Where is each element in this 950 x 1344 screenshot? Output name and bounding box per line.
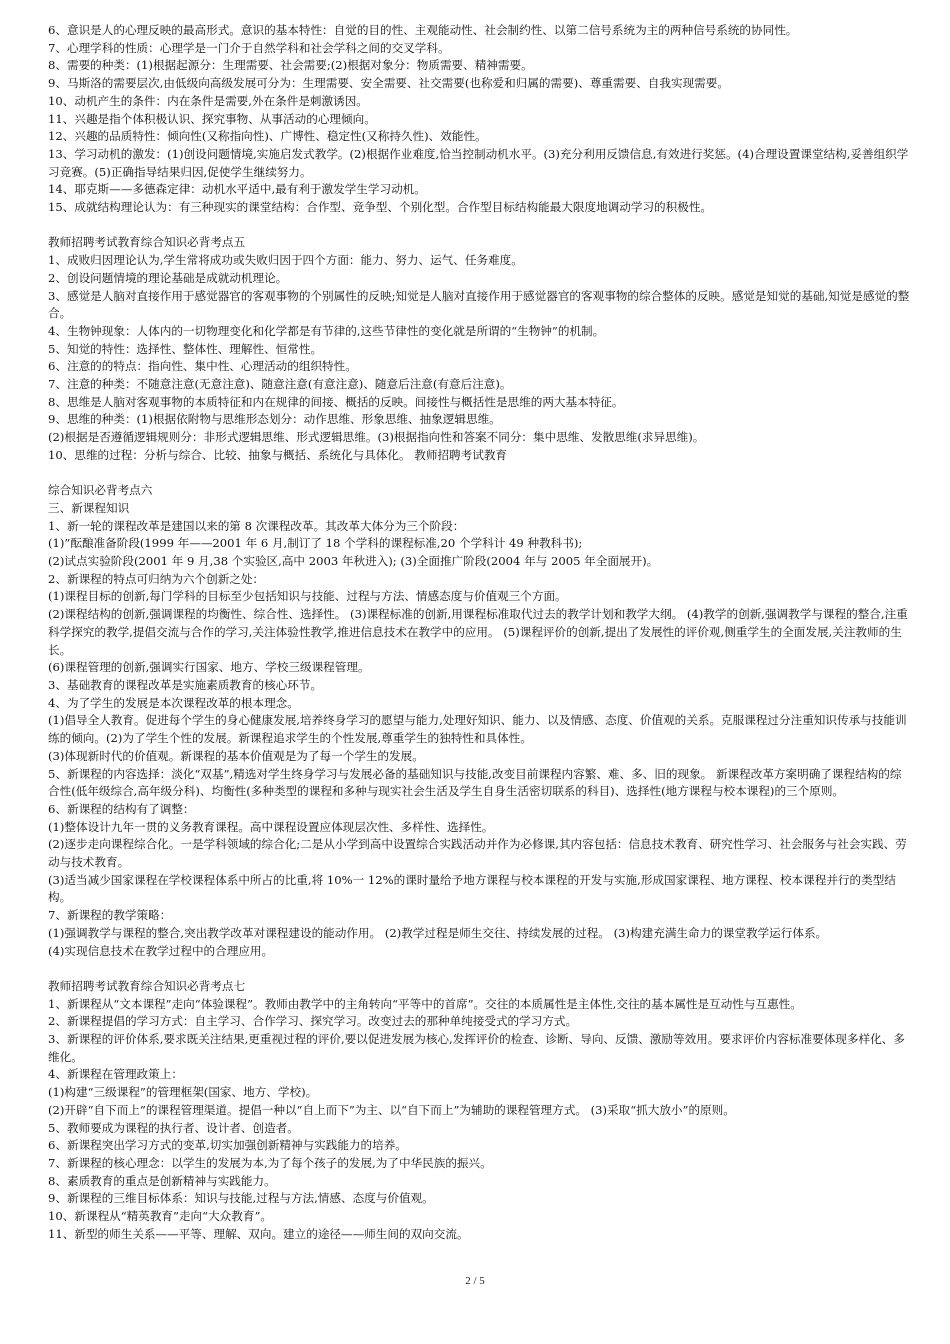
paragraph-line: 2、新课程提倡的学习方式：自主学习、合作学习、探究学习。改变过去的那种单纯接受式的学习方式。 xyxy=(48,1014,578,1029)
paragraph-line: 7、新课程的教学策略： xyxy=(48,908,172,923)
paragraph-line: 3、基础教育的课程改革是实施素质教育的核心环节。 xyxy=(48,677,323,692)
paragraph-line: (2)根据是否遵循逻辑规则分：非形式逻辑思维、形式逻辑思维。(3)根据指向性和答案不同分：集中思维、发散思维(求异思维)。 xyxy=(48,430,705,445)
paragraph-line: (2)课程结构的创新,强调课程的均衡性、综合性、选择性。 (3)课程标准的创新,用课程标准取代过去的教学计划和教学大纲。 (4)教学的创新,强调教学与课程的整合,注重科学探究的教学,提倡交流与合作的学习,关注体验性教学,推进信息技术在教学中的应用。 (5)课程评价的创新,提出了发展性的评价观,侧重学生的全面发展,关注教师的生长。 xyxy=(48,607,908,657)
blank-line xyxy=(48,960,912,978)
paragraph-line: (1)课程目标的创新,每门学科的目标至少包括知识与技能、过程与方法、情感态度与价值观三个方面。 xyxy=(48,589,567,604)
paragraph-line: 11、新型的师生关系——平等、理解、双向。建立的途径——师生间的双向交流。 xyxy=(48,1226,469,1241)
paragraph-line: (2)逐步走向课程综合化。一是学科领域的综合化;二是从小学到高中设置综合实践活动并作为必修课,其内容包括：信息技术教育、研究性学习、社会服务与社会实践、劳动与技术教育。 xyxy=(48,837,907,870)
paragraph-line: 4、为了学生的发展是本次课程改革的根本理念。 xyxy=(48,695,299,710)
paragraph-line: 三、新课程知识 xyxy=(48,500,130,515)
paragraph-line: 4、生物钟现象：人体内的一切物理变化和化学都是有节律的,这些节律性的变化就是所谓的“生物钟”的机制。 xyxy=(48,323,605,338)
paragraph-line: 10、思维的过程：分析与综合、比较、抽象与概括、系统化与具体化。 教师招聘考试教育 xyxy=(48,447,508,462)
paragraph-line: 10、动机产生的条件：内在条件是需要,外在条件是刺激诱因。 xyxy=(48,93,368,108)
paragraph-line: 1、新一轮的课程改革是建国以来的第 8 次课程改革。其改革大体分为三个阶段： xyxy=(48,518,465,533)
paragraph-line: 7、新课程的核心理念：以学生的发展为本,为了每个孩子的发展,为了中华民族的振兴。 xyxy=(48,1155,492,1170)
paragraph-line: 9、新课程的三维目标体系：知识与技能,过程与方法,情感、态度与价值观。 xyxy=(48,1191,434,1206)
paragraph-line: (4)实现信息技术在教学过程中的合理应用。 xyxy=(48,943,274,958)
paragraph-line: 5、知觉的特性：选择性、整体性、理解性、恒常性。 xyxy=(48,341,323,356)
paragraph-line: 1、成败归因理论认为,学生常将成功或失败归因于四个方面：能力、努力、运气、任务难度。 xyxy=(48,253,523,268)
paragraph-line: 10、新课程从“精英教育”走向“大众教育”。 xyxy=(48,1209,272,1224)
paragraph-line: (1)”酝酿准备阶段(1999 年——2001 年 6 月,制订了 18 个学科的课程标准,20 个学科计 49 种教科书); xyxy=(48,536,583,551)
paragraph-line: (1)倡导全人教育。促进每个学生的身心健康发展,培养终身学习的愿望与能力,处理好知识、能力、以及情感、态度、价值观的关系。克服课程过分注重知识传承与技能训练的倾向。(2)为了学生个性的发展。新课程追求学生的个性发展,尊重学生的独特性和具体性。 xyxy=(48,713,907,746)
paragraph-line: (3)适当减少国家课程在学校课程体系中所占的比重,将 10%一 12%的课时量给予地方课程与校本课程的开发与实施,形成国家课程、地方课程、校本课程并行的类型结构。 xyxy=(48,872,896,905)
paragraph-line: (6)课程管理的创新,强调实行国家、地方、学校三级课程管理。 xyxy=(48,660,370,675)
paragraph-line: 6、注意的的特点：指向性、集中性、心理活动的组织特性。 xyxy=(48,359,357,374)
paragraph-line: 5、教师要成为课程的执行者、设计者、创造者。 xyxy=(48,1120,299,1135)
paragraph-line: 3、新课程的评价体系,要求既关注结果,更重视过程的评价,要以促进发展为核心,发挥评价的检查、诊断、导向、反馈、激励等效用。要求评价内容标准要体现多样化、多维化。 xyxy=(48,1032,905,1064)
paragraph-line: 8、素质教育的重点是创新精神与实践能力。 xyxy=(48,1173,276,1188)
blank-line xyxy=(48,217,912,235)
paragraph-line: 7、注意的种类：不随意注意(无意注意)、随意注意(有意注意)、随意后注意(有意后注意)。 xyxy=(48,377,512,392)
paragraph-line: 13、学习动机的激发：(1)创设问题情境,实施启发式教学。(2)根据作业难度,恰当控制动机水平。(3)充分利用反馈信息,有效进行奖惩。(4)合理设置课堂结构,妥善组织学习竞赛。(5)正确指导结果归因,促使学生继续努力。 xyxy=(48,146,909,179)
paragraph-line: 6、新课程突出学习方式的变革,切实加强创新精神与实践能力的培养。 xyxy=(48,1138,407,1153)
paragraph-line: 9、思维的种类：(1)根据依附物与思维形态划分：动作思维、形象思维、抽象逻辑思维。 xyxy=(48,412,501,427)
paragraph-line: 9、马斯洛的需要层次,由低级向高级发展可分为：生理需要、安全需要、社交需要(也称爱和归属的需要)、尊重需要、自我实现需要。 xyxy=(48,76,729,91)
paragraph-line: 2、新课程的特点可归纳为六个创新之处： xyxy=(48,571,265,586)
paragraph-line: (1)构建“三级课程”的管理框架(国家、地方、学校)。 xyxy=(48,1085,318,1100)
paragraph-line: 2、创设问题情境的理论基础是成就动机理论。 xyxy=(48,270,288,285)
paragraph-line: 14、耶克斯——多德森定律：动机水平适中,最有利于激发学生学习动机。 xyxy=(48,182,426,197)
paragraph-line: (3)体现新时代的价值观。新课程的基本价值观是为了每一个学生的发展。 xyxy=(48,748,424,763)
paragraph-line: 综合知识必背考点六 xyxy=(48,483,153,498)
paragraph-line: 7、心理学科的性质：心理学是一门介于自然学科和社会学科之间的交叉学科。 xyxy=(48,40,450,55)
paragraph-line: (2)试点实验阶段(2001 年 9 月,38 个实验区,高中 2003 年秋进入); (3)全面推广阶段(2004 年与 2005 年全面展开)。 xyxy=(48,554,659,569)
paragraph-line: 1、新课程从“文本课程”走向“体验课程”。教师由教学中的主角转向“平等中的首席”。交往的本质属性是主体性,交往的基本属性是互动性与互惠性。 xyxy=(48,996,802,1011)
paragraph-line: 8、思维是人脑对客观事物的本质特征和内在规律的间接、概括的反映。间接性与概括性是思维的两大基本特征。 xyxy=(48,394,624,409)
paragraph-line: 3、感觉是人脑对直接作用于感觉器官的客观事物的个别属性的反映;知觉是人脑对直接作用于感觉器官的客观事物的综合整体的反映。感觉是知觉的基础,知觉是感觉的整合。 xyxy=(48,288,910,321)
paragraph-line: 教师招聘考试教育综合知识必背考点五 xyxy=(48,235,246,250)
paragraph-line: 12、兴趣的品质特性：倾向性(又称指向性)、广博性、稳定性(又称持久性)、效能性。 xyxy=(48,129,487,144)
paragraph-line: 5、新课程的内容选择：淡化“双基”,精选对学生终身学习与发展必备的基础知识与技能,改变目前课程内容繁、难、多、旧的现象。 新课程改革方案明确了课程结构的综合性(低年级综合,高年级分科)、均衡性(多种类型的课程和多种与现实社会生活及学生自身生活密切联系的科目)、选择性(地方课程与校本课程)的三个原则。 xyxy=(48,766,902,799)
paragraph-line: (2)开辟“自下而上”的课程管理渠道。提倡一种以“自上而下”为主、以“自下而上”为辅助的课程管理方式。 (3)采取“抓大放小”的原则。 xyxy=(48,1102,735,1117)
page-number: 2 / 5 xyxy=(465,1275,485,1287)
paragraph-line: 教师招聘考试教育综合知识必背考点七 xyxy=(48,978,246,993)
paragraph-line: 11、兴趣是指个体积极认识、探究事物、从事活动的心理倾向。 xyxy=(48,111,376,126)
paragraph-line: (1)强调教学与课程的整合,突出教学改革对课程建设的能动作用。 (2)教学过程是师生交往、持续发展的过程。 (3)构建充满生命力的课堂教学运行体系。 xyxy=(48,925,828,940)
paragraph-line: 8、需要的种类：(1)根据起源分：生理需要、社会需要;(2)根据对象分：物质需要、精神需要。 xyxy=(48,58,533,73)
paragraph-line: 6、新课程的结构有了调整： xyxy=(48,801,195,816)
paragraph-line: 6、意识是人的心理反映的最高形式。意识的基本特性：自觉的目的性、主观能动性、社会制约性、以第二信号系统为主的两种信号系统的协同性。 xyxy=(48,23,798,37)
paragraph-line: 4、新课程在管理政策上： xyxy=(48,1067,183,1082)
blank-line xyxy=(48,465,912,483)
paragraph-line: 15、成就结构理论认为：有三种现实的课堂结构：合作型、竞争型、个别化型。合作型目标结构能最大限度地调动学习的积极性。 xyxy=(48,200,713,215)
document-body xyxy=(48,22,912,1243)
paragraph-line: (1)整体设计九年一贯的义务教育课程。高中课程设置应体现层次性、多样性、选择性。 xyxy=(48,819,494,834)
